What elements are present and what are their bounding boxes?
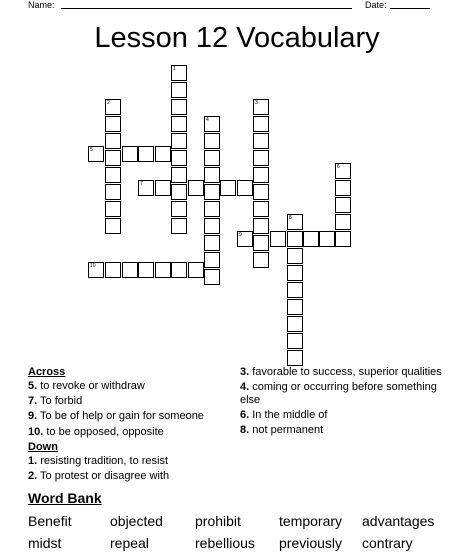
grid-cell[interactable] [335, 231, 351, 247]
name-line [61, 8, 352, 9]
grid-cell[interactable] [319, 231, 335, 247]
grid-cell[interactable] [188, 180, 204, 196]
grid-cell[interactable] [253, 167, 269, 183]
grid-cell[interactable] [88, 262, 104, 278]
grid-cell[interactable] [171, 201, 187, 217]
across-clue: 9. To be of help or gain for someone [28, 410, 204, 422]
grid-cell[interactable] [88, 146, 104, 162]
date-label: Date: [365, 0, 387, 10]
clue-number: 10 [90, 263, 96, 269]
clue-number: 1 [173, 66, 176, 72]
grid-cell[interactable] [204, 218, 220, 234]
clue-number: 7 [140, 181, 143, 187]
date-line [390, 8, 430, 9]
grid-cell[interactable] [138, 180, 154, 196]
grid-cell[interactable] [204, 252, 220, 268]
grid-cell[interactable] [204, 235, 220, 251]
grid-cell[interactable] [171, 184, 187, 200]
grid-cell[interactable] [105, 150, 121, 166]
down-clue: 4. coming or occurring before something else [240, 381, 437, 406]
page-title: Lesson 12 Vocabulary [94, 22, 380, 54]
grid-cell[interactable] [287, 282, 303, 298]
grid-cell[interactable] [253, 252, 269, 268]
grid-cell[interactable] [287, 316, 303, 332]
grid-cell[interactable] [287, 231, 303, 247]
grid-cell[interactable] [287, 299, 303, 315]
down-heading: Down [28, 441, 58, 453]
word-bank-word: advantages [362, 513, 435, 529]
clue-number: 2 [107, 100, 110, 106]
grid-cell[interactable] [171, 82, 187, 98]
grid-cell[interactable] [335, 214, 351, 230]
across-heading: Across [28, 366, 66, 378]
across-section [28, 366, 238, 483]
grid-cell[interactable] [171, 167, 187, 183]
grid-cell[interactable] [204, 269, 220, 285]
down-clue: 3. favorable to success, superior qualities [240, 366, 442, 378]
grid-cell[interactable] [171, 99, 187, 115]
grid-cell[interactable] [105, 116, 121, 132]
grid-cell[interactable] [204, 201, 220, 217]
grid-cell[interactable] [171, 218, 187, 234]
word-bank-word: temporary [279, 513, 343, 529]
word-bank-word: Benefit [28, 513, 72, 529]
grid-cell[interactable] [171, 150, 187, 166]
across-clue: 7. To forbid [28, 395, 83, 407]
grid-cell[interactable] [237, 180, 253, 196]
grid-cell[interactable] [155, 180, 171, 196]
grid-cell[interactable] [105, 218, 121, 234]
word-bank-word: repeal [110, 535, 149, 551]
grid-cell[interactable] [335, 163, 351, 179]
grid-cell[interactable] [270, 231, 286, 247]
grid-cell[interactable] [253, 150, 269, 166]
grid-cell[interactable] [138, 146, 154, 162]
grid-cell[interactable] [253, 116, 269, 132]
grid-cell[interactable] [253, 133, 269, 149]
word-bank-heading: Word Bank [28, 490, 102, 506]
grid-cell[interactable] [237, 231, 253, 247]
grid-cell[interactable] [105, 99, 121, 115]
grid-cell[interactable] [204, 133, 220, 149]
grid-cell[interactable] [253, 99, 269, 115]
clue-number: 5 [90, 147, 93, 153]
grid-cell[interactable] [171, 116, 187, 132]
grid-cell[interactable] [287, 214, 303, 230]
grid-cell[interactable] [105, 262, 121, 278]
grid-cell[interactable] [155, 262, 171, 278]
word-bank-word: previously [279, 535, 343, 551]
down-clue: 6. In the middle of [240, 409, 328, 421]
grid-cell[interactable] [204, 116, 220, 132]
grid-cell[interactable] [105, 167, 121, 183]
grid-cell[interactable] [155, 146, 171, 162]
clue-number: 3 [255, 100, 258, 106]
grid-cell[interactable] [122, 146, 138, 162]
word-bank-word: objected [110, 513, 163, 529]
grid-cell[interactable] [171, 262, 187, 278]
grid-cell[interactable] [253, 235, 269, 251]
word-bank-word: midst [28, 535, 62, 551]
word-bank-word: rebellious [195, 535, 255, 551]
word-bank-word: prohibit [195, 513, 241, 529]
grid-cell[interactable] [335, 197, 351, 213]
grid-cell[interactable] [204, 184, 220, 200]
clue-number: 6 [337, 164, 340, 170]
down-clue: 8. not permanent [240, 424, 324, 436]
clue-number: 4 [206, 117, 209, 123]
grid-cell[interactable] [105, 133, 121, 149]
grid-cell[interactable] [287, 333, 303, 349]
clue-number: 8 [289, 215, 292, 221]
grid-cell[interactable] [188, 262, 204, 278]
grid-cell[interactable] [253, 184, 269, 200]
grid-cell[interactable] [253, 218, 269, 234]
grid-cell[interactable] [138, 262, 154, 278]
grid-cell[interactable] [105, 201, 121, 217]
grid-cell[interactable] [105, 184, 121, 200]
clue-number: 9 [239, 232, 242, 238]
word-bank-word: contrary [362, 535, 413, 551]
grid-cell[interactable] [287, 248, 303, 264]
across-clue: 10. to be opposed, opposite [28, 426, 164, 438]
down-clue: 1. resisting tradition, to resist [28, 455, 169, 467]
grid-cell[interactable] [287, 350, 303, 366]
down-section-right [240, 366, 450, 437]
grid-cell[interactable] [171, 133, 187, 149]
across-clue: 5. to revoke or withdraw [28, 380, 145, 392]
name-label: Name: [28, 0, 55, 10]
grid-cell[interactable] [204, 167, 220, 183]
grid-cell[interactable] [335, 180, 351, 196]
down-clue: 2. To protest or disagree with [28, 470, 170, 482]
grid-cell[interactable] [171, 65, 187, 81]
grid-cell[interactable] [253, 201, 269, 217]
grid-cell[interactable] [122, 262, 138, 278]
grid-cell[interactable] [287, 265, 303, 281]
grid-cell[interactable] [204, 150, 220, 166]
grid-cell[interactable] [220, 180, 236, 196]
grid-cell[interactable] [303, 231, 319, 247]
